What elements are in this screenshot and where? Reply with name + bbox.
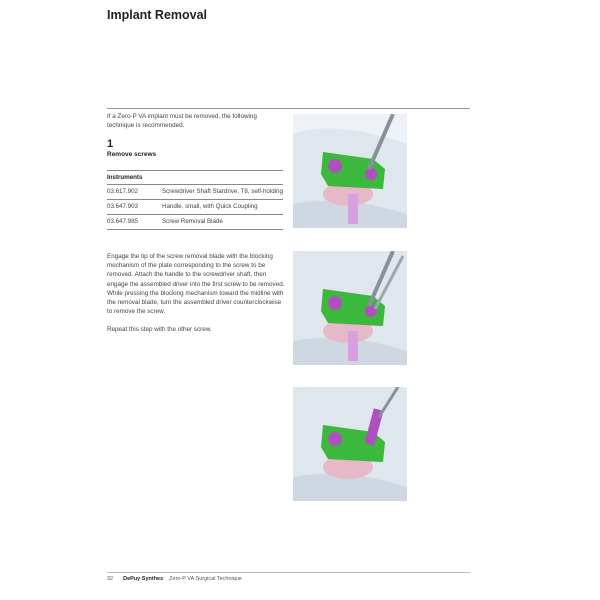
instrument-name: Handle, small, with Quick Coupling — [162, 200, 283, 215]
illustration-screw-removed — [293, 387, 407, 501]
instrument-code: 03.647.903 — [107, 200, 162, 215]
page-title: Implant Removal — [107, 8, 208, 22]
instrument-code: 03.647.985 — [107, 215, 162, 230]
table-row — [107, 200, 283, 215]
footer — [107, 576, 242, 582]
table-row — [107, 215, 283, 230]
step-number: 1 — [107, 138, 114, 150]
step-title: Remove screws — [107, 151, 157, 158]
instrument-name: Screwdriver Shaft Stardrive, T8, self-holding — [162, 185, 283, 200]
footer-divider — [107, 572, 470, 573]
intro-text: If a Zero-P VA implant must be removed, the following technique is recommended. — [107, 113, 257, 129]
illustration-blade-engaged — [293, 114, 407, 228]
page-number: 32 — [107, 576, 114, 582]
illustration-driver-engaged — [293, 251, 407, 365]
table-row — [107, 185, 283, 200]
instruments-header: Instruments — [107, 171, 283, 185]
instrument-name: Screw Removal Blade — [162, 215, 283, 230]
instrument-code: 03.617.902 — [107, 185, 162, 200]
divider — [107, 108, 470, 109]
instruction-paragraph: Repeat this step with the other screw. — [107, 326, 212, 334]
instruction-paragraph: Engage the tip of the screw removal blade with the blocking mechanism of the plate corresponding to the screw to be removed. Attach the handle to the screwdriver shaft, then engage the assembled driver into the first screw to be removed. While pressing the blocking mechanism toward the midline with the removal blade, turn the assembled driver counterclockwise to remove the screw. — [107, 253, 285, 316]
brand-logo: DePuy Synthes — [123, 576, 164, 582]
footer-text: Zero-P VA Surgical Technique — [169, 576, 242, 582]
instructions-text — [107, 252, 287, 344]
instruments-table — [107, 170, 283, 230]
